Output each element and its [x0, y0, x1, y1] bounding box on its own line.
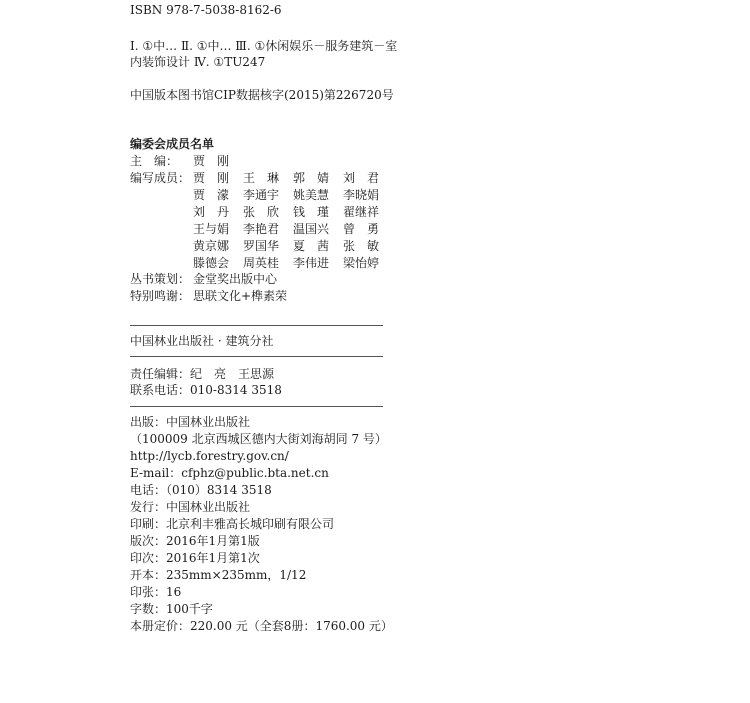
publisher-branch-header: 中国林业出版社 · 建筑分社 [130, 334, 274, 348]
responsible-editor: 责任编辑：纪 亮 王思源 [130, 367, 275, 381]
isbn-line: ISBN 978-7-5038-8162-6 [130, 3, 282, 17]
divider-top [130, 325, 383, 326]
phone-line: 电话：（010）8314 3518 [130, 483, 272, 497]
writer-name: 刘 君 [343, 171, 380, 185]
cip-subject-line-1: Ⅰ. ①中… Ⅱ. ①中… Ⅲ. ①休闲娱乐－服务建筑－室 [130, 39, 398, 53]
distribution-line: 发行：中国林业出版社 [130, 500, 251, 514]
sheets-line: 印张：16 [130, 585, 182, 599]
writer-name: 李通宇 [243, 188, 280, 202]
planner-value: 金堂奖出版中心 [193, 272, 278, 286]
editor-phone: 联系电话：010-8314 3518 [130, 383, 282, 397]
writer-name: 曾 勇 [343, 222, 380, 236]
writer-name: 郭 婧 [293, 171, 330, 185]
writer-name: 滕德会 [193, 256, 230, 270]
writer-name: 姚美慧 [293, 188, 330, 202]
planner-label: 丛书策划： [130, 272, 191, 286]
edition-line: 版次：2016年1月第1版 [130, 534, 260, 548]
cip-subject-line-2: 内装饰设计 Ⅳ. ①TU247 [130, 55, 266, 69]
writer-name: 钱 瑾 [293, 205, 330, 219]
writer-name: 王与娟 [193, 222, 230, 236]
email-line: E-mail：cfphz@public.bta.net.cn [130, 466, 329, 480]
writer-name: 贾 刚 [193, 171, 230, 185]
impression-line: 印次：2016年1月第1次 [130, 551, 260, 565]
writer-name: 李艳君 [243, 222, 280, 236]
committee-heading: 编委会成员名单 [130, 137, 215, 151]
writer-name: 刘 丹 [193, 205, 230, 219]
divider-middle [130, 356, 383, 357]
writer-name: 贾 濛 [193, 188, 230, 202]
writer-name: 张 敏 [343, 239, 380, 253]
writer-name: 翟继祥 [343, 205, 380, 219]
website-line: http://lycb.forestry.gov.cn/ [130, 449, 289, 463]
cip-number: 中国版本图书馆CIP数据核字(2015)第226720号 [130, 88, 394, 102]
writers-label: 编写成员： [130, 171, 191, 185]
thanks-value: 思联文化+榫素荣 [193, 289, 288, 303]
writer-name: 温国兴 [293, 222, 330, 236]
word-count-line: 字数：100千字 [130, 602, 213, 616]
thanks-label: 特别鸣谢： [130, 289, 191, 303]
format-line: 开本：235mm×235mm，1/12 [130, 568, 307, 582]
printer-line: 印刷：北京利丰雅高长城印刷有限公司 [130, 517, 335, 531]
publisher-line: 出版：中国林业出版社 [130, 415, 251, 429]
writer-name: 罗国华 [243, 239, 280, 253]
writer-name: 夏 茜 [293, 239, 330, 253]
writer-name: 周英桂 [243, 256, 280, 270]
divider-bottom [130, 406, 383, 407]
price-line: 本册定价：220.00 元（全套8册：1760.00 元） [130, 619, 393, 633]
writer-name: 梁怡婷 [343, 256, 380, 270]
writer-name: 李伟进 [293, 256, 330, 270]
writer-name: 李晓娟 [343, 188, 380, 202]
writer-name: 张 欣 [243, 205, 280, 219]
chief-editor-label: 主 编： [130, 154, 179, 168]
address-line: （100009 北京西城区德内大街刘海胡同 7 号） [130, 432, 387, 446]
writer-name: 黄京娜 [193, 239, 230, 253]
writer-name: 王 琳 [243, 171, 280, 185]
chief-editor-name: 贾 刚 [193, 154, 230, 168]
